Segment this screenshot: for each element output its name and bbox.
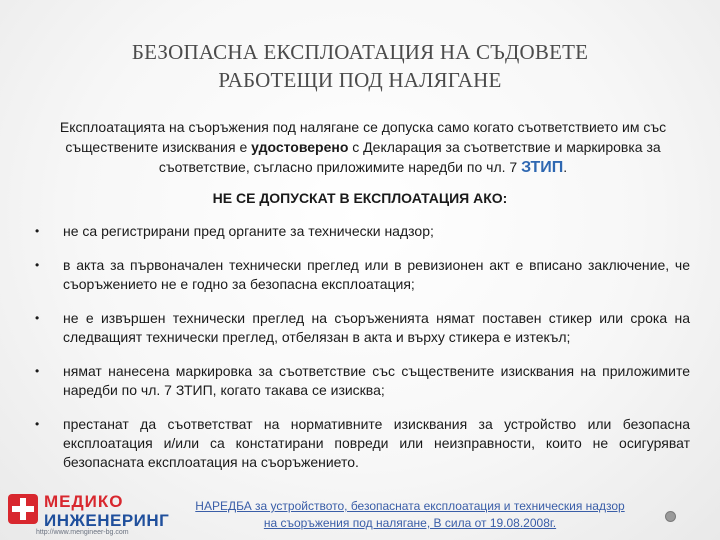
intro-text-1: Експлоатацията на съоръжения под налягане се допуска само когато съответствието им със съществените изисквания е bbox=[59, 119, 667, 155]
list-item bbox=[30, 362, 690, 400]
bullet: • bbox=[35, 364, 40, 378]
list-item bbox=[30, 415, 690, 472]
list-item-text: нямат нанесена маркировка за съответствие със съществените изисквания на приложимите наредби по чл. 7 ЗТИП, когато такава се изисква; bbox=[63, 363, 690, 398]
logo-name-bottom: ИНЖЕНЕРИНГ bbox=[44, 511, 170, 530]
list-item-text: в акта за първоначален технически преглед или в ревизионен акт е вписано заключение, че съоръжението не е годно за безопасна експлоатация; bbox=[63, 257, 690, 292]
subheading: НЕ СЕ ДОПУСКАТ В ЕКСПЛОАТАЦИЯ АКО: bbox=[212, 190, 508, 206]
condition-list bbox=[30, 222, 690, 487]
intro-law-abbrev: ЗТИП bbox=[521, 159, 564, 176]
logo-url: http://www.mengineer-bg.com bbox=[36, 529, 129, 536]
bullet: • bbox=[35, 417, 40, 431]
logo-name-top: МЕДИКО bbox=[44, 492, 124, 511]
list-item bbox=[30, 256, 690, 294]
slide-title bbox=[60, 38, 660, 94]
list-item bbox=[30, 309, 690, 347]
regulation-link-line-2: на съоръжения под налягане, В сила от 19.08.2008г. bbox=[263, 516, 557, 530]
intro-paragraph bbox=[36, 117, 690, 178]
title-line-2: РАБОТЕЩИ ПОД НАЛЯГАНЕ bbox=[218, 68, 502, 92]
regulation-link-line-1: НАРЕДБА за устройството, безопасната експлоатация и техническия надзор bbox=[195, 499, 625, 513]
title-line-1: БЕЗОПАСНА ЕКСПЛОАТАЦИЯ НА СЪДОВЕТЕ bbox=[131, 40, 589, 64]
medical-cross-icon bbox=[8, 494, 38, 524]
bullet: • bbox=[35, 311, 40, 325]
decorative-dot bbox=[665, 511, 676, 522]
intro-text-2: с Декларация за съответствие и маркировка за съответствие, съгласно приложимите наредби по чл. 7 bbox=[158, 139, 661, 175]
bullet: • bbox=[35, 224, 40, 238]
intro-text-3: . bbox=[563, 159, 568, 175]
list-item-text: не е извършен технически преглед на съоръженията нямат поставен стикер или срока на следващият технически преглед, отбелязан в акта и върху стикера е изтекъл; bbox=[63, 310, 690, 345]
list-item-text: престанат да съответстват на нормативните изисквания за устройство или безопасна експлоатация и/или са констатирани повреди или неизправности, които не осигуряват безопасната експлоатация на съоръжението. bbox=[63, 416, 690, 470]
intro-strong: удостоверено bbox=[251, 139, 349, 155]
regulation-link[interactable] bbox=[155, 498, 665, 532]
bullet: • bbox=[35, 258, 40, 272]
list-item-text: не са регистрирани пред органите за технически надзор; bbox=[63, 223, 434, 239]
list-item bbox=[30, 222, 690, 241]
